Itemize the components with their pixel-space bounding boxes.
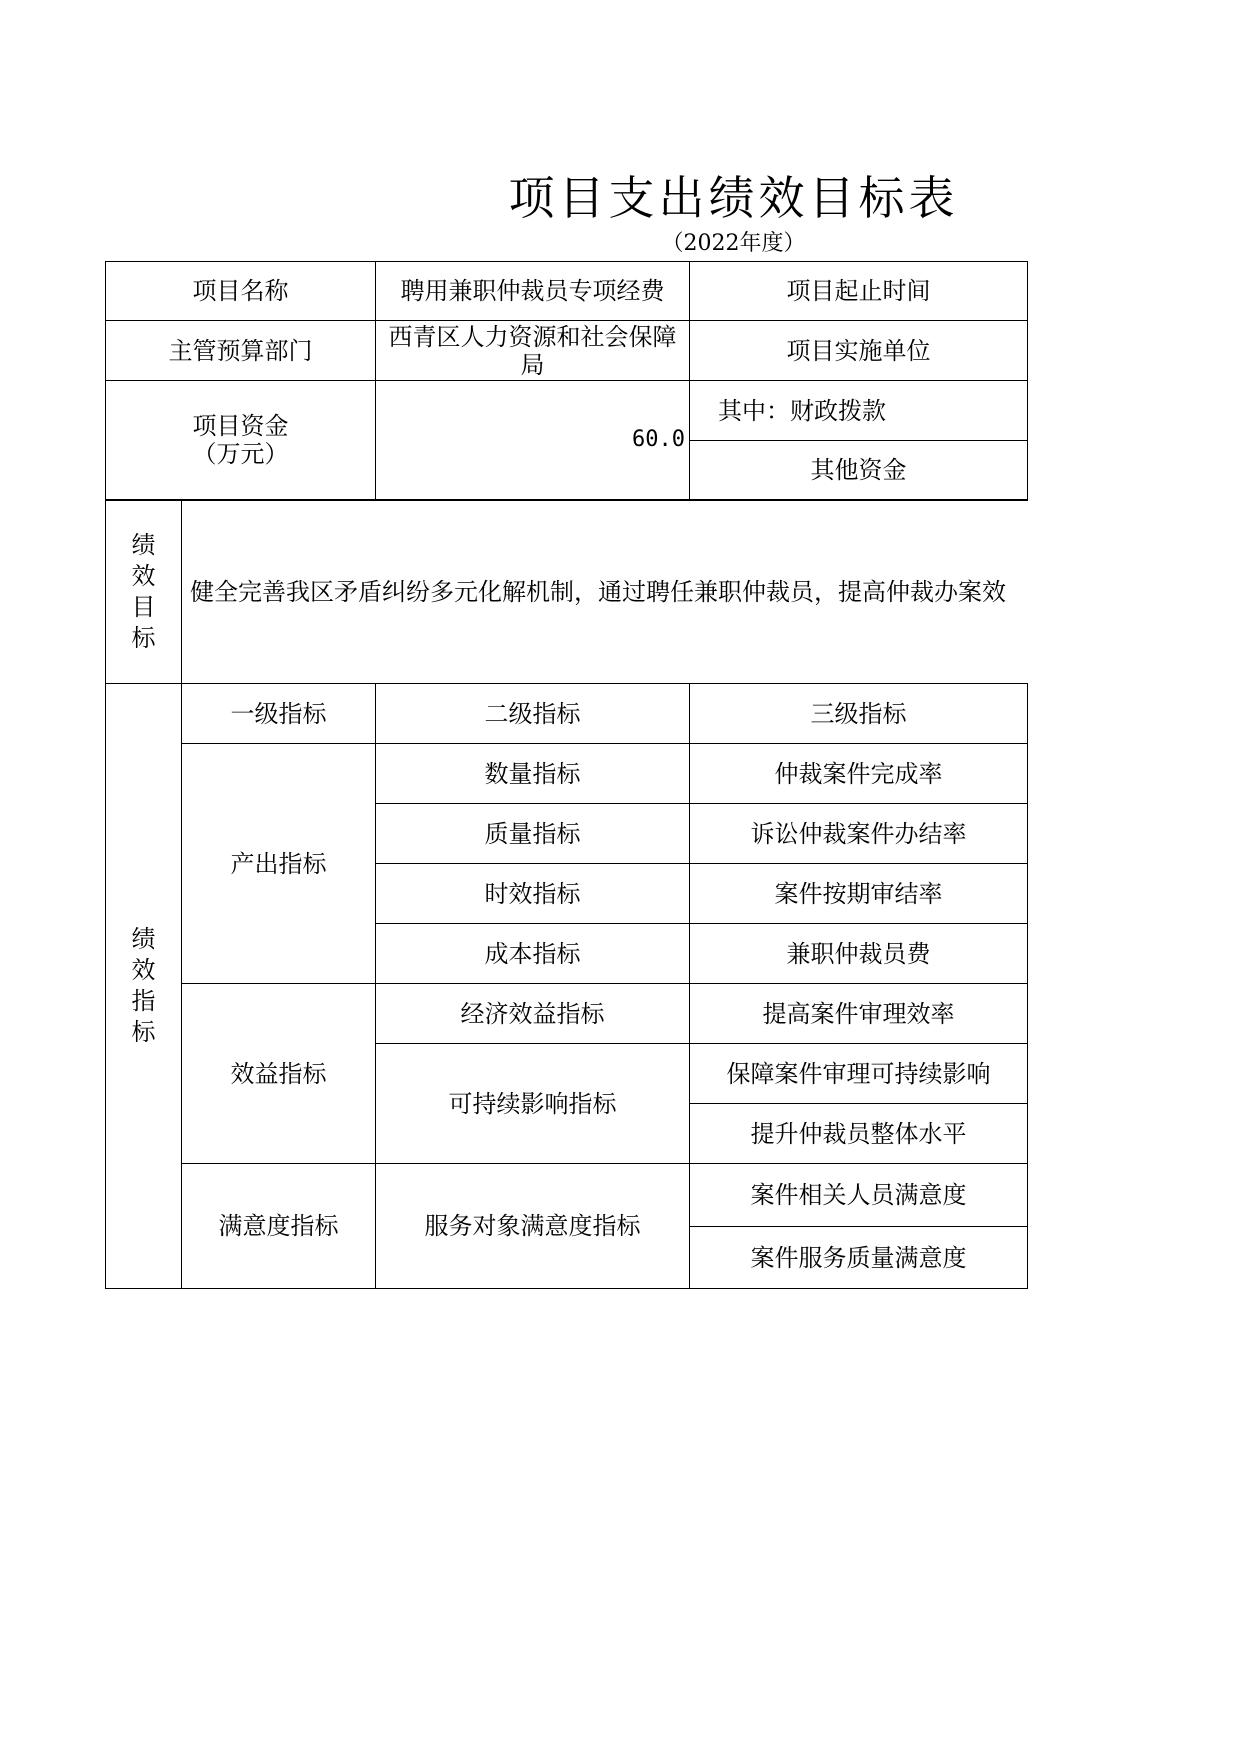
level2-service-satisfaction: 服务对象满意度指标 <box>375 1163 689 1289</box>
performance-table <box>105 261 1028 1289</box>
other-funds-label: 其他资金 <box>689 440 1028 499</box>
level3-arbitrator-fee: 兼职仲裁员费 <box>689 923 1028 983</box>
funds-label: 项目资金 <box>192 412 289 440</box>
level3-completion-rate: 仲裁案件完成率 <box>689 743 1028 803</box>
level2-quantity: 数量指标 <box>375 743 689 803</box>
fiscal-allocation-label: 其中：财政拨款 <box>689 380 1028 440</box>
level2-economic: 经济效益指标 <box>375 983 689 1043</box>
goal-label: 绩 效 目 标 <box>105 499 181 683</box>
header-level3: 三级指标 <box>689 683 1028 743</box>
level3-efficiency: 提高案件审理效率 <box>689 983 1028 1043</box>
funds-unit: （万元） <box>192 440 289 468</box>
page-title: 项目支出绩效目标表 <box>508 171 959 225</box>
level3-quality-satisfaction: 案件服务质量满意度 <box>689 1226 1028 1289</box>
page-subtitle: （2022年度） <box>661 231 806 256</box>
level1-benefit: 效益指标 <box>181 983 375 1163</box>
project-name-value: 聘用兼职仲裁员专项经费 <box>375 261 689 320</box>
level3-closure-rate: 诉讼仲裁案件办结率 <box>689 803 1028 863</box>
funds-label-cell <box>105 380 375 499</box>
header-level1: 一级指标 <box>181 683 375 743</box>
level3-sustainable-impact: 保障案件审理可持续影响 <box>689 1043 1028 1103</box>
header-level2: 二级指标 <box>375 683 689 743</box>
dept-value: 西青区人力资源和社会保障局 <box>375 320 689 380</box>
level2-quality: 质量指标 <box>375 803 689 863</box>
funds-value: 60.0 <box>375 380 689 499</box>
level2-cost: 成本指标 <box>375 923 689 983</box>
goal-text: 健全完善我区矛盾纠纷多元化解机制，通过聘任兼职仲裁员，提高仲裁办案效 <box>181 499 1028 683</box>
level3-personnel-satisfaction: 案件相关人员满意度 <box>689 1163 1028 1226</box>
implementing-unit-label: 项目实施单位 <box>689 320 1028 380</box>
level1-output: 产出指标 <box>181 743 375 983</box>
project-period-label: 项目起止时间 <box>689 261 1028 320</box>
level1-satisfaction: 满意度指标 <box>181 1163 375 1289</box>
indicators-label: 绩 效 指 标 <box>105 683 181 1289</box>
level2-sustainable: 可持续影响指标 <box>375 1043 689 1163</box>
dept-label: 主管预算部门 <box>105 320 375 380</box>
project-name-label: 项目名称 <box>105 261 375 320</box>
level3-overall-level: 提升仲裁员整体水平 <box>689 1103 1028 1163</box>
level2-timeliness: 时效指标 <box>375 863 689 923</box>
level3-on-time-rate: 案件按期审结率 <box>689 863 1028 923</box>
